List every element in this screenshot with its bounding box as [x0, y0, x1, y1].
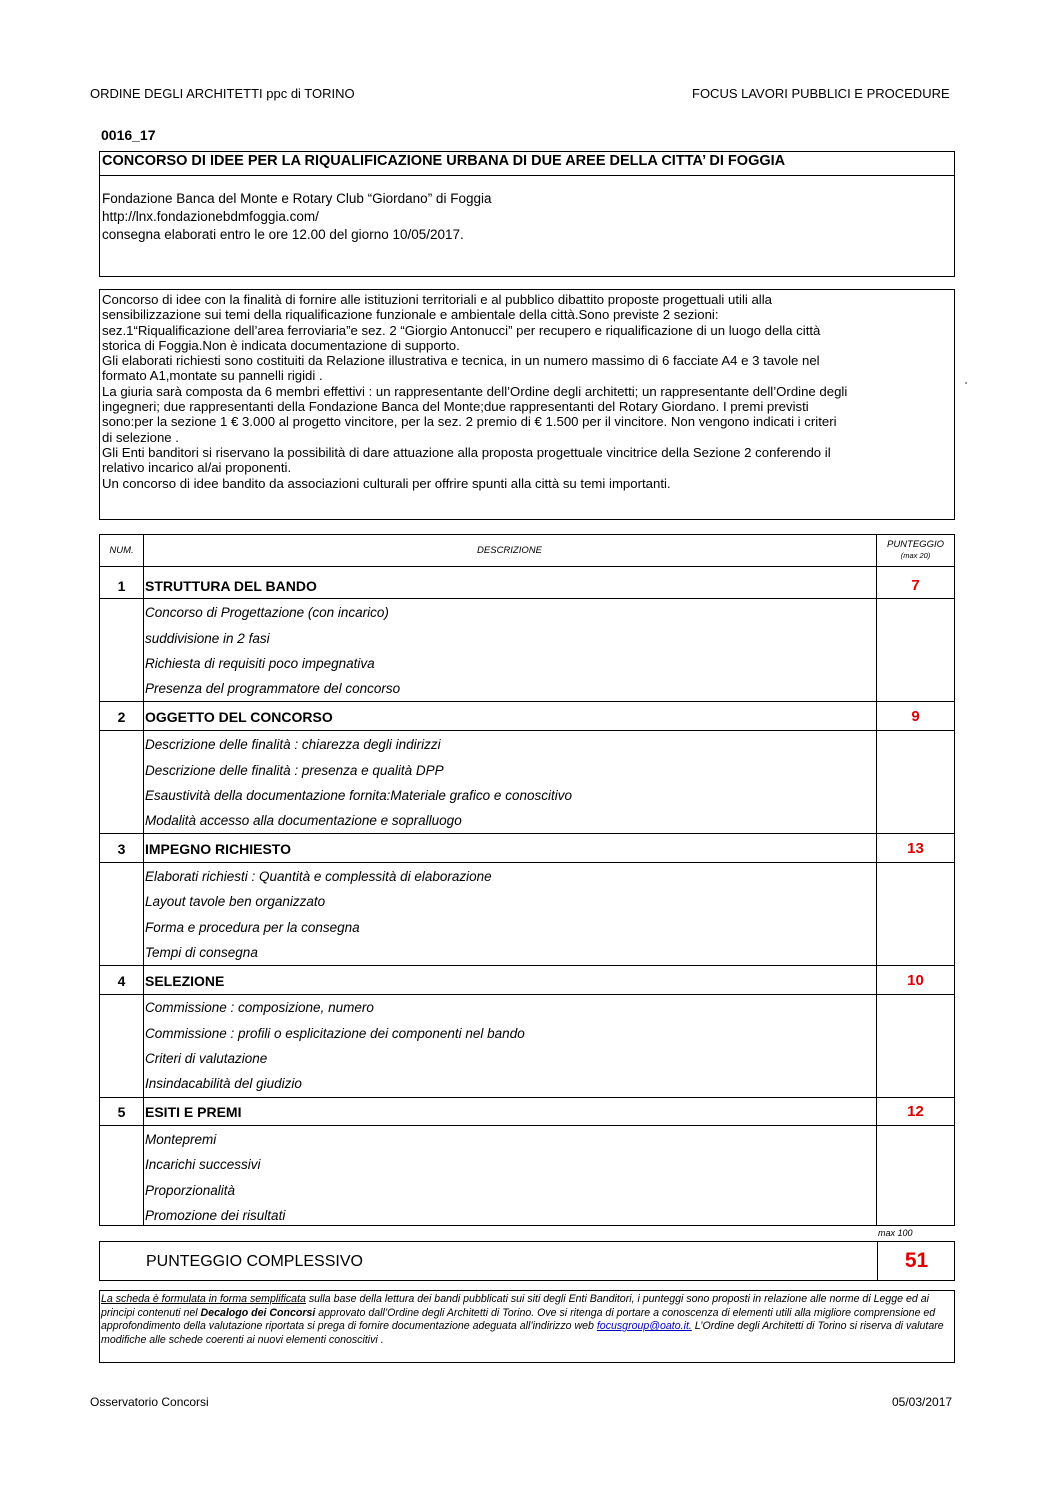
criterion-item: Forma e procedura per la consegna	[145, 920, 360, 935]
column-header-score-max: (max 20)	[900, 551, 931, 560]
section-score: 13	[907, 840, 924, 857]
table-row-divider	[100, 965, 954, 966]
table-row-divider	[100, 1097, 954, 1098]
email-link[interactable]: focusgroup@oato.it.	[596, 1320, 692, 1332]
document-code: 0016_17	[101, 127, 156, 143]
section-title: IMPEGNO RICHIESTO	[145, 841, 291, 857]
total-score: 51	[904, 1249, 929, 1272]
criterion-item: Commissione : composizione, numero	[145, 1000, 374, 1015]
disclaimer-part: L’Ordine degli Architetti di Torino si riserva di valutare modifiche alle schede coerenti ai nuovi elementi conoscitivi .	[101, 1320, 944, 1346]
criterion-item: Montepremi	[145, 1132, 217, 1147]
section-number: 3	[117, 841, 126, 857]
disclaimer-intro: La scheda è formulata in forma semplificata	[101, 1293, 306, 1305]
column-header-score	[877, 539, 954, 561]
description-line: Gli Enti banditori si riservano la possibilità di dare attuazione alla proposta progettuale vincitrice della Sezione 2 conferendo il	[102, 444, 831, 460]
total-score-box	[99, 1241, 955, 1281]
table-row-divider	[100, 994, 954, 995]
section-number: 4	[117, 973, 126, 989]
criterion-item: Elaborati richiesti : Quantità e complessità di elaborazione	[145, 869, 492, 884]
description-line: Un concorso di idee bandito da associazioni culturali per offrire spunti alla città su temi importanti.	[102, 475, 671, 491]
criterion-item: Presenza del programmatore del concorso	[145, 681, 401, 696]
section-score: 7	[911, 577, 920, 594]
criterion-item: Layout tavole ben organizzato	[145, 894, 326, 909]
criterion-item: Proporzionalità	[145, 1183, 236, 1198]
table-row-divider	[100, 833, 954, 834]
criterion-item: Descrizione delle finalità : presenza e qualità DPP	[145, 763, 444, 778]
total-score-cell	[877, 1242, 954, 1280]
description-line: sono:per la sezione 1 € 3.000 al progetto vincitore, per la sez. 2 premio di € 1.500 per il vincitore. Non vengono indicati i criteri	[102, 414, 837, 430]
section-title: ESITI E PREMI	[145, 1104, 242, 1120]
criterion-item: suddivisione in 2 fasi	[145, 631, 270, 646]
website-link[interactable]: http://lnx.fondazionebdmfoggia.com/	[102, 209, 319, 224]
competition-title: CONCORSO DI IDEE PER LA RIQUALIFICAZIONE URBANA DI DUE AREE DELLA CITTA’ DI FOGGIA	[102, 153, 786, 169]
total-label: PUNTEGGIO COMPLESSIVO	[146, 1253, 363, 1270]
column-header-description: DESCRIZIONE	[477, 545, 542, 556]
title-row	[100, 152, 954, 176]
table-row-divider	[100, 566, 954, 567]
section-score: 10	[907, 972, 924, 989]
table-divider	[876, 535, 877, 1225]
header-section: FOCUS LAVORI PUBBLICI E PROCEDURE	[692, 86, 950, 101]
header-organization: ORDINE DEGLI ARCHITETTI ppc di TORINO	[90, 86, 355, 101]
score-table	[99, 534, 955, 1226]
description-line: Gli elaborati richiesti sono costituiti da Relazione illustrativa e tecnica, in un numero massimo di 6 facciate A4 e 3 tavole nel	[102, 353, 820, 369]
column-header-score-label: PUNTEGGIO	[886, 539, 944, 550]
criterion-item: Tempi di consegna	[145, 945, 258, 960]
section-number: 2	[117, 709, 126, 725]
section-title: OGGETTO DEL CONCORSO	[145, 709, 333, 725]
description-line: formato A1,montate su pannelli rigidi .	[102, 368, 323, 384]
criterion-item: Esaustività della documentazione fornita:Materiale grafico e conoscitivo	[145, 788, 572, 803]
table-row-divider	[100, 730, 954, 731]
table-row-divider	[100, 701, 954, 702]
disclaimer-part: sulla base della lettura dei bandi pubblicati sui siti degli Enti Banditori, i punteggi sono proposti in relazione alle norme di Legge ed ai principi contenuti nel	[101, 1293, 929, 1319]
max-total-label: max 100	[878, 1228, 913, 1238]
footer-label: Osservatorio Concorsi	[90, 1395, 209, 1409]
section-score: 12	[907, 1103, 924, 1120]
criterion-item: Incarichi successivi	[145, 1157, 261, 1172]
description-line: storica di Foggia.Non è indicata documentazione di supporto.	[102, 337, 460, 353]
title-box	[99, 151, 955, 277]
description-line: ingegneri; due rappresentanti della Fondazione Banca del Monte;due rappresentanti del Rotary Giordano. I premi previsti	[102, 399, 809, 415]
description-text	[102, 292, 954, 491]
table-row-divider	[100, 598, 954, 599]
stray-mark	[965, 382, 967, 384]
description-line: Concorso di idee con la finalità di fornire alle istituzioni territoriali e al pubblico dibattito proposte progettuali utili alla	[102, 292, 772, 307]
description-line: La giuria sarà composta da 6 membri effettivi : un rappresentante dell’Ordine degli architetti; un rappresentante dell’Ordine degli	[102, 383, 848, 399]
section-number: 1	[117, 578, 126, 594]
criterion-item: Criteri di valutazione	[145, 1051, 268, 1066]
section-title: STRUTTURA DEL BANDO	[145, 578, 317, 594]
disclaimer-part: approvato dall’Ordine degli Architetti di Torino. Ove si ritenga di portare a conoscenza di elementi utili alla migliore comprensione ed approfondimento della valutazione riportata si prega di fornire documentazione adeguata all’indirizzo web	[101, 1306, 936, 1332]
table-row-divider	[100, 862, 954, 863]
criterion-item: Modalità accesso alla documentazione e sopralluogo	[145, 813, 462, 828]
section-title: SELEZIONE	[145, 973, 225, 989]
criterion-item: Richiesta di requisiti poco impegnativa	[145, 656, 375, 671]
criterion-item: Commissione : profili o esplicitazione dei componenti nel bando	[145, 1026, 525, 1041]
criterion-item: Concorso di Progettazione (con incarico)	[145, 605, 389, 620]
column-header-num: NUM.	[109, 545, 134, 556]
organizer: Fondazione Banca del Monte e Rotary Club “Giordano” di Foggia	[102, 191, 492, 206]
deadline: consegna elaborati entro le ore 12.00 del giorno 10/05/2017.	[102, 227, 464, 242]
table-row-divider	[100, 1125, 954, 1126]
competition-info	[102, 190, 491, 244]
description-line: di selezione .	[102, 429, 179, 445]
table-divider	[143, 535, 144, 1225]
description-line: relativo incarico al/ai proponenti.	[102, 460, 292, 476]
section-number: 5	[117, 1104, 126, 1120]
disclaimer-text	[101, 1293, 953, 1347]
description-box	[99, 289, 955, 520]
criterion-item: Promozione dei risultati	[145, 1208, 286, 1223]
section-score: 9	[911, 708, 920, 725]
decalogue-reference: Decalogo dei Concorsi	[200, 1306, 316, 1319]
criterion-item: Insindacabilità del giudizio	[145, 1076, 302, 1091]
description-line: sez.1“Riqualificazione dell’area ferroviaria”e sez. 2 “Giorgio Antonucci” per recupero e riqualificazione di un luogo della città	[102, 322, 821, 338]
footer-date: 05/03/2017	[892, 1395, 953, 1409]
criterion-item: Descrizione delle finalità : chiarezza degli indirizzi	[145, 737, 441, 752]
description-line: sensibilizzazione sui temi della riqualificazione funzionale e ambientale della città.Sono previste 2 sezioni:	[102, 307, 719, 323]
disclaimer-box	[99, 1290, 955, 1363]
